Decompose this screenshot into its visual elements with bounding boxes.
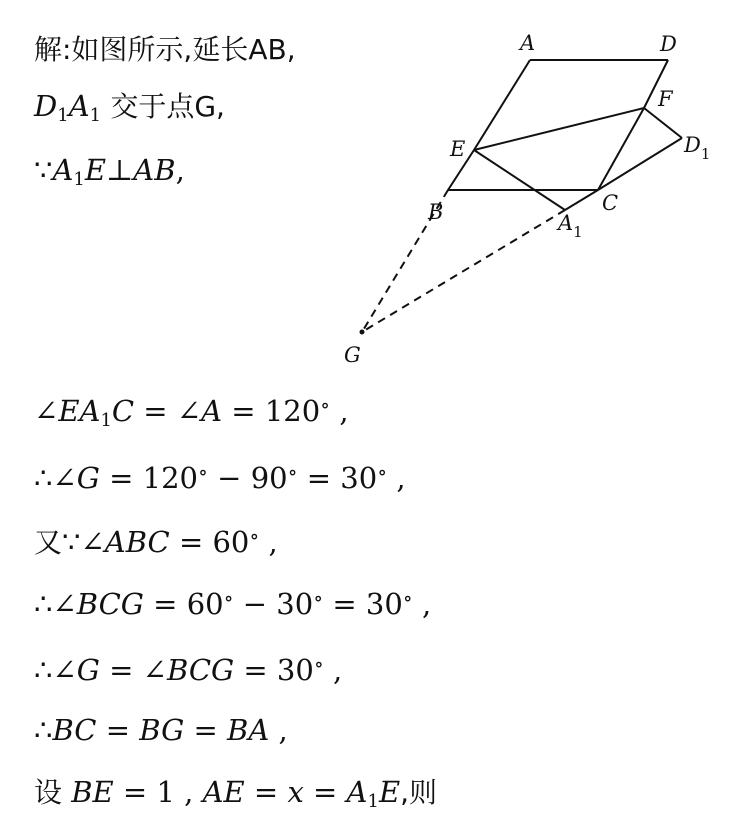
- solution-intro-line: [34, 32, 296, 68]
- edge-E-F: [474, 108, 644, 150]
- point-G: [360, 330, 365, 335]
- edge-D-F-C: [598, 60, 668, 190]
- edge-F-D1: [644, 108, 682, 138]
- angle-ea1c-line: ∠EA1C = ∠A = 120∘ ,: [34, 392, 349, 432]
- label-B: B: [428, 200, 444, 224]
- angle-equal-line: ∴∠G = ∠BCG = 30∘ ,: [34, 651, 343, 687]
- edge-E-A1: [474, 150, 565, 210]
- intersect-text: 交于点G,: [110, 90, 225, 123]
- math-d1a1: D1A1: [34, 89, 102, 127]
- label-G: G: [344, 343, 361, 367]
- geometry-diagram: [320, 20, 731, 380]
- angle-abc-line: 又∵∠ABC = 60∘ ,: [34, 523, 278, 559]
- edge-C-A1: [565, 190, 598, 210]
- label-D: D: [660, 32, 677, 56]
- solution-intro-text: 解:如图所示,延长AB,: [34, 33, 296, 66]
- label-D1-sub: 1: [700, 145, 711, 163]
- let-be-line: 设 BE = 1 , AE = x = A1E,则: [34, 775, 438, 813]
- angle-bcg-line: ∴∠BCG = 60∘ − 30∘ = 30∘ ,: [34, 585, 432, 621]
- let-text: 设: [34, 776, 63, 809]
- angle-g-line: ∴∠G = 120∘ − 90∘ = 30∘ ,: [34, 459, 406, 495]
- label-A1-sub: 1: [573, 223, 583, 241]
- length-equal-line: ∴BC = BG = BA ,: [34, 713, 288, 747]
- then-text: ,则: [400, 776, 438, 809]
- also-text: 又: [34, 526, 63, 559]
- label-C: C: [602, 191, 619, 215]
- label-E: E: [450, 137, 466, 161]
- dashed-A1-G: [362, 210, 565, 332]
- intersect-line: [34, 88, 225, 129]
- perpendicular-line: ∵A1E⊥AB,: [34, 153, 185, 191]
- label-A: A: [520, 31, 536, 55]
- label-A1: $A_1$: [558, 211, 583, 241]
- edge-A-E-B: [448, 60, 530, 190]
- edge-D1-C: [598, 138, 682, 190]
- geometry-figure: [320, 20, 731, 380]
- label-F: F: [658, 87, 673, 111]
- label-D1: $D_1$: [684, 133, 711, 163]
